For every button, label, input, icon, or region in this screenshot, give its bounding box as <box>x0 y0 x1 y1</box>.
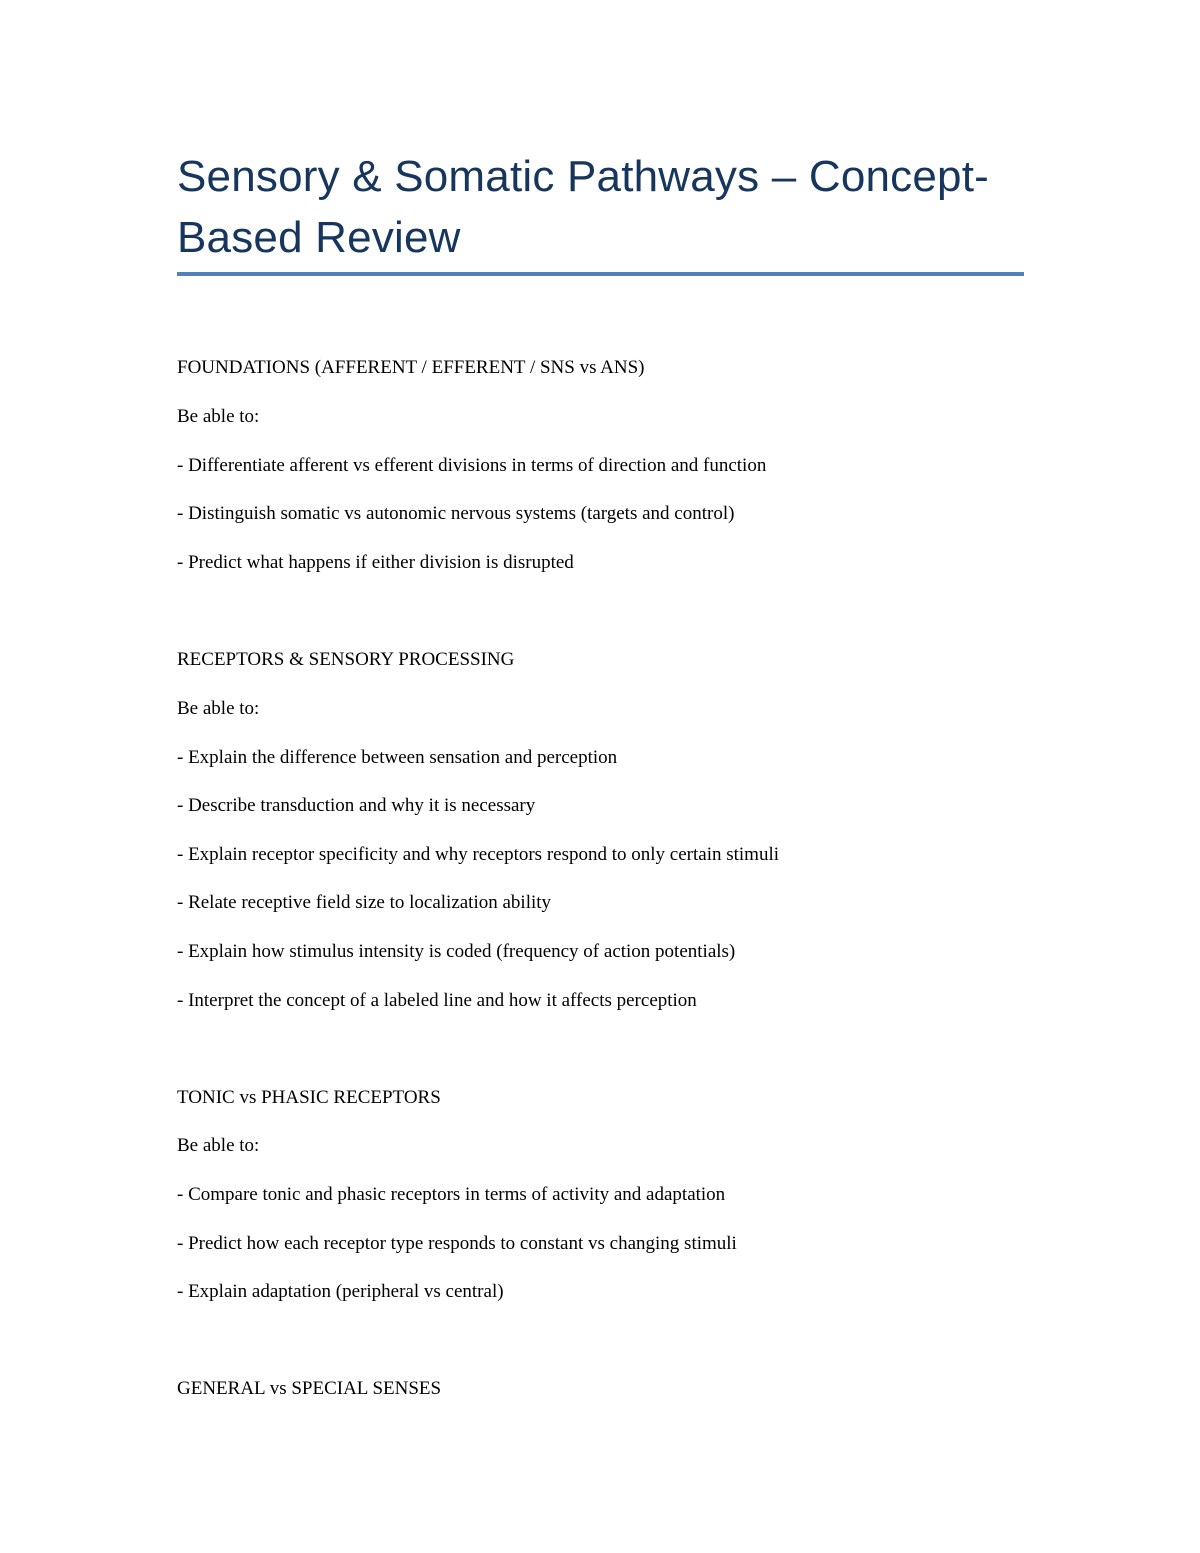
list-item: - Distinguish somatic vs autonomic nervous systems (targets and control) <box>177 503 735 524</box>
title-underline <box>177 272 1024 276</box>
list-item: - Predict how each receptor type responds to constant vs changing stimuli <box>177 1233 737 1254</box>
list-item: - Differentiate afferent vs efferent divisions in terms of direction and function <box>177 455 767 476</box>
section-heading-foundations: FOUNDATIONS (AFFERENT / EFFERENT / SNS vs ANS) <box>177 357 645 378</box>
section-intro: Be able to: <box>177 1135 260 1156</box>
section-intro: Be able to: <box>177 406 260 427</box>
list-item: - Compare tonic and phasic receptors in terms of activity and adaptation <box>177 1184 726 1205</box>
document-title: Sensory & Somatic Pathways – Concept-Based Review <box>177 152 989 262</box>
section-heading-tonic-phasic: TONIC vs PHASIC RECEPTORS <box>177 1087 441 1108</box>
list-item: - Interpret the concept of a labeled line and how it affects perception <box>177 990 697 1011</box>
list-item: - Describe transduction and why it is necessary <box>177 795 536 816</box>
list-item: - Explain receptor specificity and why receptors respond to only certain stimuli <box>177 844 780 865</box>
section-intro: Be able to: <box>177 698 260 719</box>
list-item: - Explain adaptation (peripheral vs central) <box>177 1281 504 1302</box>
section-heading-receptors: RECEPTORS & SENSORY PROCESSING <box>177 649 515 670</box>
section-heading-senses: GENERAL vs SPECIAL SENSES <box>177 1378 442 1399</box>
list-item: - Explain the difference between sensation and perception <box>177 747 618 768</box>
list-item: - Predict what happens if either division is disrupted <box>177 552 574 573</box>
list-item: - Explain how stimulus intensity is coded (frequency of action potentials) <box>177 941 736 962</box>
list-item: - Relate receptive field size to localization ability <box>177 892 552 913</box>
